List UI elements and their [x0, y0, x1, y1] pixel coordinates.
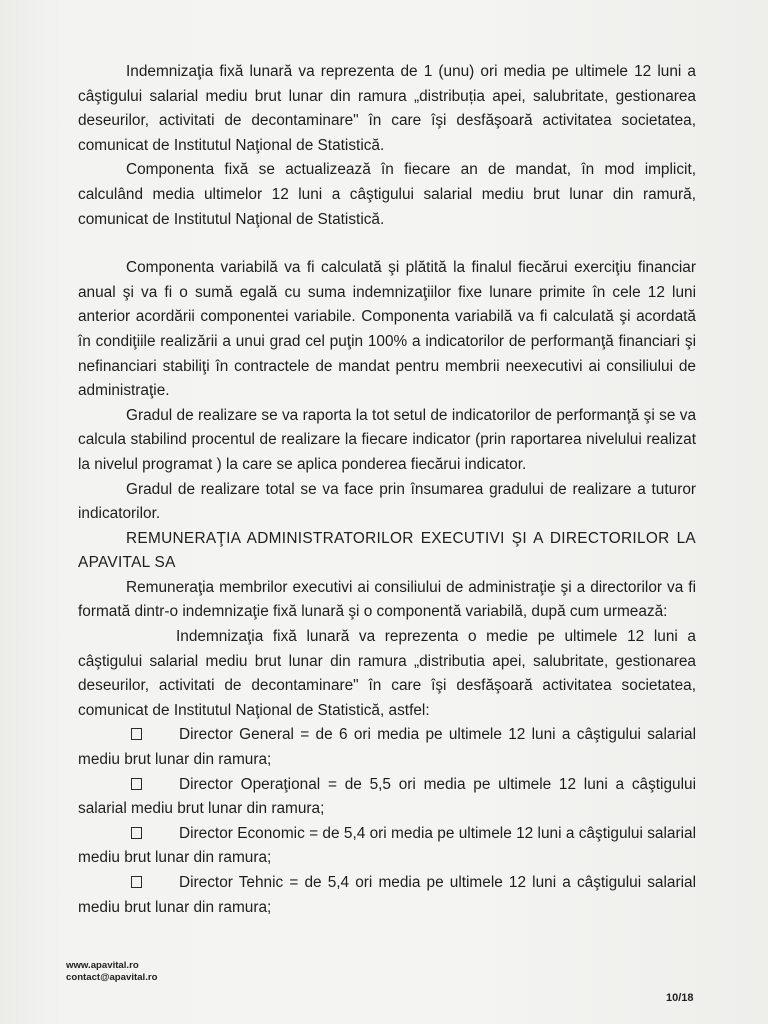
checkbox-square-icon: [131, 778, 142, 790]
bullet-director-economic: [78, 822, 696, 871]
section-heading-line1: REMUNERAŢIA ADMINISTRATORILOR EXECUTIVI ŞI A DIRECTORILOR LA: [126, 529, 696, 547]
footer-contact: [66, 960, 157, 984]
bullet-text: Director Tehnic = de 5,4 ori media pe ultimele 12 luni a câştigului salarial mediu brut lunar din ramura;: [78, 874, 696, 916]
checkbox-square-icon: [131, 827, 142, 839]
paragraph-fixed-monthly: Indemnizaţia fixă lunară va reprezenta o medie pe ultimele 12 luni a câştigului salarial mediu brut lunar din ramura „distributia apei, salubritate, gestionarea deseurilor, activitati de decontaminare" în care îşi desfăşoară activitatea societatea, comunicat de Institutul Naţional de Statistică, astfel:: [78, 628, 696, 719]
section-heading-line2: APAVITAL SA: [78, 554, 176, 572]
bullet-director-general: [78, 723, 696, 772]
paragraph-fixed-allowance: Indemnizaţia fixă lunară va reprezenta de 1 (unu) ori media pe ultimele 12 luni a câştigului salarial mediu brut lunar din ramura „distribuția apei, salubritate, gestionarea deseurilor, activitati de decontaminare" în care îşi desfăşoară activitatea societatea, comunicat de Institutul Naţional de Statistică.: [78, 63, 696, 154]
footer-website-link[interactable]: www.apavital.ro: [66, 960, 139, 971]
checkbox-square-icon: [131, 728, 142, 740]
bullet-text: Director Operaţional = de 5,5 ori media pe ultimele 12 luni a câştigului salarial mediu brut lunar din ramura;: [78, 775, 696, 818]
checkbox-square-icon: [131, 876, 142, 888]
document-body: [78, 60, 696, 925]
paragraph-realization-degree: Gradul de realizare se va raporta la tot setul de indicatorilor de performanţă şi se va calcula stabilind procentul de realizare la fiecare indicator (prin raportarea nivelului realizat la nivelul programat ) la care se aplica ponderea fiecărui indicator.: [78, 406, 696, 473]
paragraph-variable-component: Componenta variabilă va fi calculată şi plătită la finalul fiecărui exerciţiu financiar anual şi va fi o sumă egală cu suma indemnizaţiilor fixe lunare primite în cele 12 luni anterior acordării componentei variabile. Componenta variabilă va fi calculată şi acordată în condiţiile realizării a unui grad cel puţin 100% a indicatorilor de performanţă financiari şi nefinanciari stabiliţi în contractele de mandat pentru membrii neexecutivi ai consiliului de administraţie.: [78, 259, 696, 400]
bullet-director-tehnic: [78, 871, 696, 920]
bullet-list: [78, 723, 696, 920]
paragraph-total-realization: Gradul de realizare total se va face prin însumarea gradului de realizare a tuturor indicatorilor.: [78, 480, 696, 523]
bullet-text: Director General = de 6 ori media pe ultimele 12 luni a câştigului salarial mediu brut lunar din ramura;: [78, 726, 696, 769]
footer-email-link[interactable]: contact@apavital.ro: [66, 972, 158, 983]
bullet-text: Director Economic = de 5,4 ori media pe ultimele 12 luni a câştigului salarial mediu brut lunar din ramura;: [78, 824, 696, 867]
page-number: 10/18: [666, 992, 694, 1004]
paragraph-fixed-update: Componenta fixă se actualizează în fiecare an de mandat, în mod implicit, calculând media ultimelor 12 luni a câştigului salarial mediu brut lunar din ramură, comunicat de Institutul Naţional de Statistică.: [78, 161, 696, 228]
section-heading: [78, 527, 696, 576]
paragraph-gap: [78, 232, 696, 256]
bullet-director-operational: [78, 773, 696, 822]
paragraph-exec-remuneration: Remuneraţia membrilor executivi ai consiliului de administraţie şi a directorilor va fi formată dintr-o indemnizaţie fixă lunară şi o componentă variabilă, după cum urmează:: [78, 578, 696, 621]
